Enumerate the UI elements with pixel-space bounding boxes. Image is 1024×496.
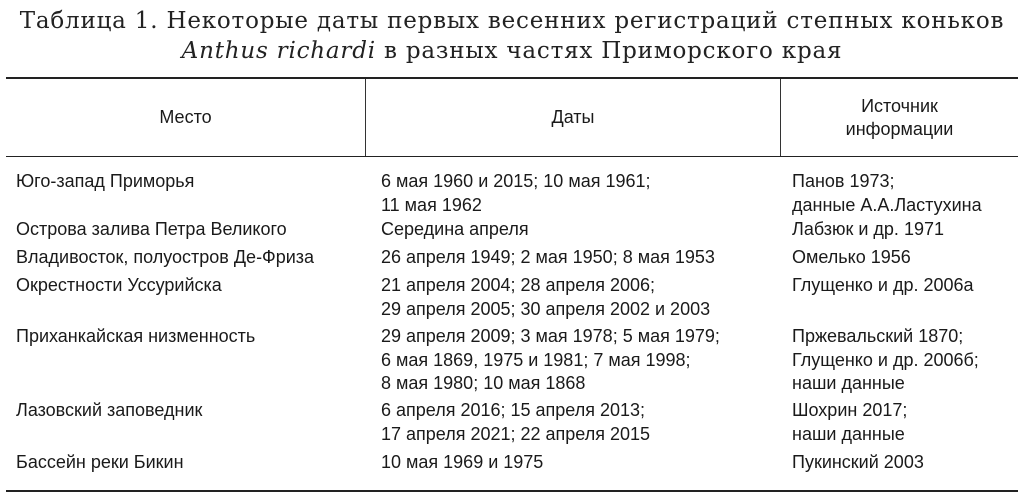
row-6-dates bbox=[381, 399, 650, 446]
row-5-source-line: наши данные bbox=[792, 373, 905, 393]
row-5-dates-line: 8 мая 1980; 10 мая 1868 bbox=[381, 373, 586, 393]
row-1-dates-line: 6 мая 1960 и 2015; 10 мая 1961; bbox=[381, 171, 651, 191]
row-5-source-line: Глущенко и др. 2006б; bbox=[792, 349, 979, 370]
row-3-dates: 26 апреля 1949; 2 мая 1950; 8 мая 1953 bbox=[381, 247, 715, 267]
row-3-source: Омелько 1956 bbox=[792, 247, 911, 267]
row-6-place: Лазовский заповедник bbox=[16, 400, 203, 420]
row-5-place: Приханкайская низменность bbox=[16, 326, 256, 346]
row-5-source bbox=[792, 325, 979, 396]
row-4-source: Глущенко и др. 2006а bbox=[792, 275, 974, 295]
header-place: Место bbox=[159, 107, 212, 127]
row-6-source-line: Шохрин 2017; bbox=[792, 400, 908, 420]
row-1-dates bbox=[381, 170, 651, 217]
row-1-place: Юго-запад Приморья bbox=[16, 171, 195, 191]
header-source bbox=[781, 79, 1018, 156]
caption-line-2 bbox=[0, 36, 1024, 66]
row-6-source-line: наши данные bbox=[792, 423, 905, 444]
row-6-dates-line: 6 апреля 2016; 15 апреля 2013; bbox=[381, 400, 645, 420]
row-5-source-line: Пржевальский 1870; bbox=[792, 326, 964, 346]
row-4-dates bbox=[381, 274, 710, 321]
table-bottom-rule bbox=[6, 490, 1018, 492]
row-1-source-line: Панов 1973; bbox=[792, 171, 895, 191]
table-caption bbox=[0, 6, 1024, 66]
row-4-place: Окрестности Уссурийска bbox=[16, 275, 222, 295]
row-7-place: Бассейн реки Бикин bbox=[16, 452, 184, 472]
row-5-dates-line: 6 мая 1869, 1975 и 1981; 7 мая 1998; bbox=[381, 349, 691, 370]
row-1-source-line: данные А.А.Ластухина bbox=[792, 194, 982, 215]
row-1-dates-line: 11 мая 1962 bbox=[381, 194, 482, 215]
species-name: Anthus richardi bbox=[181, 38, 376, 64]
caption-line-2-text: в разных частях Приморского края bbox=[375, 38, 843, 64]
row-7-dates: 10 мая 1969 и 1975 bbox=[381, 452, 544, 472]
header-dates: Даты bbox=[551, 107, 595, 127]
header-source-line-2: информации bbox=[845, 118, 954, 139]
row-5-dates-line: 29 апреля 2009; 3 мая 1978; 5 мая 1979; bbox=[381, 326, 720, 346]
row-7-source: Пукинский 2003 bbox=[792, 452, 924, 472]
row-2-source: Лабзюк и др. 1971 bbox=[792, 219, 944, 239]
row-4-dates-line: 29 апреля 2005; 30 апреля 2002 и 2003 bbox=[381, 298, 711, 319]
row-2-place: Острова залива Петра Великого bbox=[16, 219, 287, 239]
header-bottom-rule bbox=[6, 156, 1018, 157]
row-3-place: Владивосток, полуостров Де-Фриза bbox=[16, 247, 315, 267]
row-6-source bbox=[792, 399, 907, 446]
header-source-line-1: Источник bbox=[861, 95, 938, 116]
caption-line-1: Таблица 1. Некоторые даты первых весенних регистраций степных коньков bbox=[19, 8, 1005, 34]
row-4-dates-line: 21 апреля 2004; 28 апреля 2006; bbox=[381, 275, 655, 295]
row-6-dates-line: 17 апреля 2021; 22 апреля 2015 bbox=[381, 423, 650, 444]
row-5-dates bbox=[381, 325, 720, 396]
row-1-source bbox=[792, 170, 982, 217]
row-2-dates: Середина апреля bbox=[381, 219, 529, 239]
